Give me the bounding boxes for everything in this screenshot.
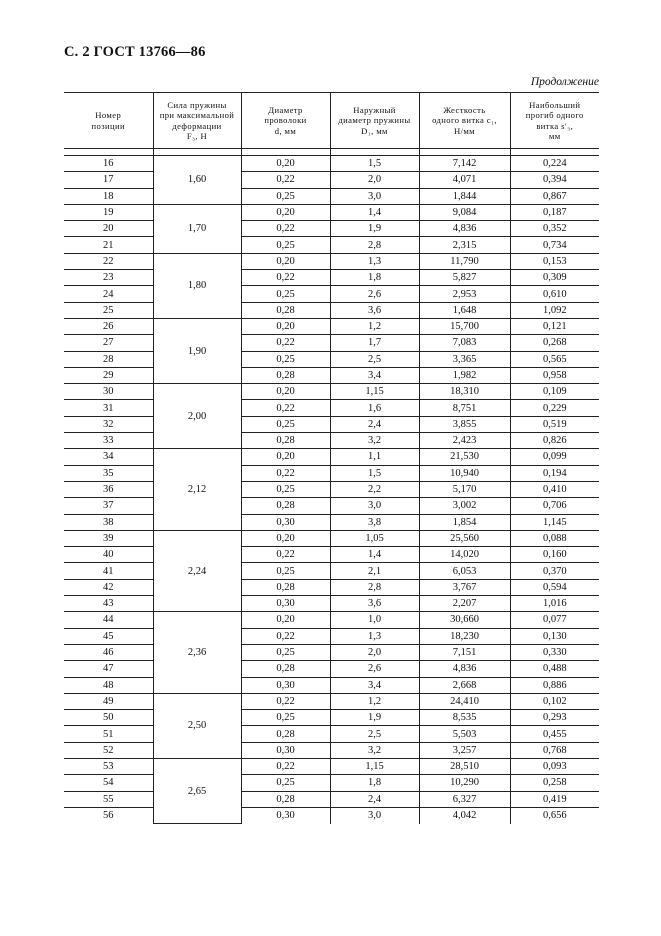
table-row	[64, 367, 599, 383]
wire-diameter-cell: 0,22	[241, 400, 330, 416]
outer-diameter-cell: 3,0	[330, 188, 419, 204]
coil-stiffness-cell: 1,854	[419, 514, 510, 530]
table-row	[64, 579, 599, 595]
header-wire-diameter	[241, 93, 330, 149]
max-deflection-cell: 0,734	[510, 237, 599, 253]
max-deflection-cell: 0,293	[510, 710, 599, 726]
max-deflection-cell: 0,109	[510, 384, 599, 400]
coil-stiffness-cell: 4,071	[419, 172, 510, 188]
table-row	[64, 204, 599, 220]
max-deflection-cell: 0,565	[510, 351, 599, 367]
max-deflection-cell: 0,088	[510, 530, 599, 546]
outer-diameter-cell: 3,0	[330, 498, 419, 514]
spring-force-cell: 1,70	[153, 204, 241, 253]
wire-diameter-cell: 0,25	[241, 644, 330, 660]
spacer-cell	[241, 149, 330, 156]
coil-stiffness-cell: 3,002	[419, 498, 510, 514]
spring-force-cell: 2,00	[153, 384, 241, 449]
wire-diameter-cell: 0,20	[241, 612, 330, 628]
max-deflection-cell: 0,153	[510, 253, 599, 269]
header-line: позиции	[91, 120, 125, 131]
table-row	[64, 384, 599, 400]
outer-diameter-cell: 2,6	[330, 286, 419, 302]
outer-diameter-cell: 1,05	[330, 530, 419, 546]
outer-diameter-cell: 1,8	[330, 270, 419, 286]
table-row	[64, 449, 599, 465]
spring-force-cell: 1,80	[153, 253, 241, 318]
max-deflection-cell: 0,455	[510, 726, 599, 742]
outer-diameter-cell: 2,5	[330, 351, 419, 367]
header-spacer-row	[64, 149, 599, 156]
max-deflection-cell: 0,229	[510, 400, 599, 416]
table-row	[64, 188, 599, 204]
max-deflection-cell: 0,093	[510, 758, 599, 774]
wire-diameter-cell: 0,22	[241, 172, 330, 188]
wire-diameter-cell: 0,25	[241, 188, 330, 204]
header-line: проволоки	[264, 115, 307, 126]
wire-diameter-cell: 0,28	[241, 726, 330, 742]
spring-parameters-table	[64, 92, 599, 824]
header-line: деформации	[172, 120, 222, 131]
position-number-cell: 44	[64, 612, 153, 628]
table-row	[64, 286, 599, 302]
header-spring-force	[153, 93, 241, 149]
outer-diameter-cell: 2,4	[330, 416, 419, 432]
header-line: Наибольший	[529, 99, 581, 110]
coil-stiffness-cell: 2,315	[419, 237, 510, 253]
outer-diameter-cell: 1,5	[330, 156, 419, 172]
coil-stiffness-cell: 5,503	[419, 726, 510, 742]
outer-diameter-cell: 1,2	[330, 318, 419, 334]
coil-stiffness-cell: 2,423	[419, 433, 510, 449]
wire-diameter-cell: 0,30	[241, 514, 330, 530]
table-row	[64, 807, 599, 823]
outer-diameter-cell: 3,6	[330, 302, 419, 318]
max-deflection-cell: 0,077	[510, 612, 599, 628]
outer-diameter-cell: 2,8	[330, 237, 419, 253]
max-deflection-cell: 0,187	[510, 204, 599, 220]
table-row	[64, 270, 599, 286]
max-deflection-cell: 0,488	[510, 661, 599, 677]
max-deflection-cell: 0,867	[510, 188, 599, 204]
table-row	[64, 433, 599, 449]
coil-stiffness-cell: 9,084	[419, 204, 510, 220]
outer-diameter-cell: 1,1	[330, 449, 419, 465]
coil-stiffness-cell: 30,660	[419, 612, 510, 628]
max-deflection-cell: 0,352	[510, 221, 599, 237]
position-number-cell: 27	[64, 335, 153, 351]
header-line: Сила пружины	[167, 99, 227, 110]
position-number-cell: 33	[64, 433, 153, 449]
coil-stiffness-cell: 18,230	[419, 628, 510, 644]
wire-diameter-cell: 0,25	[241, 286, 330, 302]
max-deflection-cell: 0,706	[510, 498, 599, 514]
table-row	[64, 547, 599, 563]
coil-stiffness-cell: 18,310	[419, 384, 510, 400]
max-deflection-cell: 0,826	[510, 433, 599, 449]
outer-diameter-cell: 1,5	[330, 465, 419, 481]
position-number-cell: 51	[64, 726, 153, 742]
coil-stiffness-cell: 2,207	[419, 596, 510, 612]
position-number-cell: 48	[64, 677, 153, 693]
table-row	[64, 465, 599, 481]
position-number-cell: 56	[64, 807, 153, 823]
coil-stiffness-cell: 28,510	[419, 758, 510, 774]
coil-stiffness-cell: 11,790	[419, 253, 510, 269]
wire-diameter-cell: 0,28	[241, 498, 330, 514]
outer-diameter-cell: 2,8	[330, 579, 419, 595]
wire-diameter-cell: 0,30	[241, 596, 330, 612]
table-row	[64, 563, 599, 579]
table-row	[64, 661, 599, 677]
table-row	[64, 596, 599, 612]
position-number-cell: 21	[64, 237, 153, 253]
max-deflection-cell: 0,958	[510, 367, 599, 383]
position-number-cell: 54	[64, 775, 153, 791]
outer-diameter-cell: 3,8	[330, 514, 419, 530]
max-deflection-cell: 0,099	[510, 449, 599, 465]
coil-stiffness-cell: 25,560	[419, 530, 510, 546]
outer-diameter-cell: 1,15	[330, 758, 419, 774]
position-number-cell: 18	[64, 188, 153, 204]
coil-stiffness-cell: 5,827	[419, 270, 510, 286]
table-row	[64, 514, 599, 530]
outer-diameter-cell: 1,2	[330, 693, 419, 709]
max-deflection-cell: 1,145	[510, 514, 599, 530]
max-deflection-cell: 0,130	[510, 628, 599, 644]
coil-stiffness-cell: 6,327	[419, 791, 510, 807]
max-deflection-cell: 0,330	[510, 644, 599, 660]
table-row	[64, 253, 599, 269]
position-number-cell: 49	[64, 693, 153, 709]
outer-diameter-cell: 1,4	[330, 204, 419, 220]
spring-force-cell: 1,90	[153, 318, 241, 383]
position-number-cell: 19	[64, 204, 153, 220]
max-deflection-cell: 0,194	[510, 465, 599, 481]
position-number-cell: 16	[64, 156, 153, 172]
outer-diameter-cell: 1,4	[330, 547, 419, 563]
position-number-cell: 43	[64, 596, 153, 612]
table-row	[64, 498, 599, 514]
wire-diameter-cell: 0,28	[241, 579, 330, 595]
outer-diameter-cell: 2,0	[330, 644, 419, 660]
spring-force-cell: 2,24	[153, 530, 241, 611]
wire-diameter-cell: 0,28	[241, 791, 330, 807]
max-deflection-cell: 1,016	[510, 596, 599, 612]
header-line: витка s′₃,	[536, 120, 574, 131]
outer-diameter-cell: 1,7	[330, 335, 419, 351]
spacer-cell	[330, 149, 419, 156]
position-number-cell: 41	[64, 563, 153, 579]
header-line: при максимальной	[159, 110, 235, 120]
wire-diameter-cell: 0,25	[241, 710, 330, 726]
wire-diameter-cell: 0,25	[241, 416, 330, 432]
max-deflection-cell: 0,268	[510, 335, 599, 351]
outer-diameter-cell: 3,0	[330, 807, 419, 823]
wire-diameter-cell: 0,20	[241, 318, 330, 334]
header-line: прогиб одного	[525, 110, 584, 120]
spring-force-cell: 2,65	[153, 758, 241, 823]
coil-stiffness-cell: 10,290	[419, 775, 510, 791]
table-row	[64, 302, 599, 318]
header-line: Н/мм	[453, 125, 476, 136]
max-deflection-cell: 0,370	[510, 563, 599, 579]
wire-diameter-cell: 0,20	[241, 449, 330, 465]
coil-stiffness-cell: 10,940	[419, 465, 510, 481]
position-number-cell: 35	[64, 465, 153, 481]
table-row	[64, 628, 599, 644]
max-deflection-cell: 0,768	[510, 742, 599, 758]
coil-stiffness-cell: 7,142	[419, 156, 510, 172]
position-number-cell: 36	[64, 481, 153, 497]
position-number-cell: 24	[64, 286, 153, 302]
max-deflection-cell: 0,394	[510, 172, 599, 188]
position-number-cell: 42	[64, 579, 153, 595]
position-number-cell: 30	[64, 384, 153, 400]
position-number-cell: 55	[64, 791, 153, 807]
max-deflection-cell: 0,886	[510, 677, 599, 693]
table-row	[64, 693, 599, 709]
coil-stiffness-cell: 1,844	[419, 188, 510, 204]
wire-diameter-cell: 0,20	[241, 530, 330, 546]
header-line: диаметр пружины	[338, 115, 411, 126]
spring-force-cell: 2,36	[153, 612, 241, 693]
wire-diameter-cell: 0,20	[241, 156, 330, 172]
position-number-cell: 40	[64, 547, 153, 563]
wire-diameter-cell: 0,25	[241, 237, 330, 253]
coil-stiffness-cell: 15,700	[419, 318, 510, 334]
outer-diameter-cell: 3,4	[330, 677, 419, 693]
wire-diameter-cell: 0,20	[241, 384, 330, 400]
coil-stiffness-cell: 7,151	[419, 644, 510, 660]
max-deflection-cell: 0,594	[510, 579, 599, 595]
position-number-cell: 45	[64, 628, 153, 644]
coil-stiffness-cell: 3,855	[419, 416, 510, 432]
coil-stiffness-cell: 3,257	[419, 742, 510, 758]
table-row	[64, 416, 599, 432]
header-position-number	[64, 93, 153, 149]
max-deflection-cell: 0,656	[510, 807, 599, 823]
outer-diameter-cell: 2,5	[330, 726, 419, 742]
wire-diameter-cell: 0,20	[241, 204, 330, 220]
outer-diameter-cell: 1,0	[330, 612, 419, 628]
header-line: мм	[548, 131, 561, 141]
position-number-cell: 32	[64, 416, 153, 432]
coil-stiffness-cell: 1,982	[419, 367, 510, 383]
spacer-cell	[419, 149, 510, 156]
max-deflection-cell: 0,160	[510, 547, 599, 563]
outer-diameter-cell: 2,6	[330, 661, 419, 677]
spring-force-cell: 2,50	[153, 693, 241, 758]
table-row	[64, 791, 599, 807]
coil-stiffness-cell: 4,836	[419, 221, 510, 237]
table-row	[64, 710, 599, 726]
outer-diameter-cell: 3,2	[330, 742, 419, 758]
wire-diameter-cell: 0,22	[241, 221, 330, 237]
coil-stiffness-cell: 24,410	[419, 693, 510, 709]
spring-force-cell: 2,12	[153, 449, 241, 530]
wire-diameter-cell: 0,22	[241, 758, 330, 774]
table-row	[64, 775, 599, 791]
table-row	[64, 644, 599, 660]
position-number-cell: 22	[64, 253, 153, 269]
table-body	[64, 149, 599, 824]
position-number-cell: 53	[64, 758, 153, 774]
table-row	[64, 481, 599, 497]
position-number-cell: 47	[64, 661, 153, 677]
position-number-cell: 26	[64, 318, 153, 334]
coil-stiffness-cell: 21,530	[419, 449, 510, 465]
wire-diameter-cell: 0,28	[241, 661, 330, 677]
position-number-cell: 25	[64, 302, 153, 318]
coil-stiffness-cell: 1,648	[419, 302, 510, 318]
coil-stiffness-cell: 14,020	[419, 547, 510, 563]
coil-stiffness-cell: 8,751	[419, 400, 510, 416]
position-number-cell: 29	[64, 367, 153, 383]
outer-diameter-cell: 3,2	[330, 433, 419, 449]
max-deflection-cell: 0,610	[510, 286, 599, 302]
header-outer-diameter	[330, 93, 419, 149]
coil-stiffness-cell: 6,053	[419, 563, 510, 579]
max-deflection-cell: 1,092	[510, 302, 599, 318]
header-line: Диаметр	[268, 104, 303, 115]
outer-diameter-cell: 1,6	[330, 400, 419, 416]
outer-diameter-cell: 3,4	[330, 367, 419, 383]
outer-diameter-cell: 2,0	[330, 172, 419, 188]
wire-diameter-cell: 0,22	[241, 465, 330, 481]
table-row	[64, 335, 599, 351]
table-row	[64, 351, 599, 367]
position-number-cell: 52	[64, 742, 153, 758]
wire-diameter-cell: 0,28	[241, 367, 330, 383]
header-coil-stiffness	[419, 93, 510, 149]
coil-stiffness-cell: 2,668	[419, 677, 510, 693]
max-deflection-cell: 0,102	[510, 693, 599, 709]
outer-diameter-cell: 1,9	[330, 221, 419, 237]
position-number-cell: 37	[64, 498, 153, 514]
header-line: Номер	[95, 110, 122, 120]
coil-stiffness-cell: 8,535	[419, 710, 510, 726]
coil-stiffness-cell: 3,365	[419, 351, 510, 367]
spacer-cell	[153, 149, 241, 156]
wire-diameter-cell: 0,25	[241, 563, 330, 579]
table-row	[64, 172, 599, 188]
coil-stiffness-cell: 4,836	[419, 661, 510, 677]
table-row	[64, 677, 599, 693]
position-number-cell: 17	[64, 172, 153, 188]
max-deflection-cell: 0,309	[510, 270, 599, 286]
wire-diameter-cell: 0,30	[241, 807, 330, 823]
position-number-cell: 31	[64, 400, 153, 416]
table-row	[64, 530, 599, 546]
wire-diameter-cell: 0,25	[241, 351, 330, 367]
header-line: F₃, Н	[186, 131, 208, 141]
header-line: одного витка c₁,	[432, 115, 497, 126]
outer-diameter-cell: 2,2	[330, 481, 419, 497]
wire-diameter-cell: 0,30	[241, 677, 330, 693]
spacer-cell	[64, 149, 153, 156]
coil-stiffness-cell: 5,170	[419, 481, 510, 497]
continuation-label: Продолжение	[530, 76, 599, 88]
position-number-cell: 39	[64, 530, 153, 546]
wire-diameter-cell: 0,28	[241, 433, 330, 449]
table-row	[64, 726, 599, 742]
max-deflection-cell: 0,258	[510, 775, 599, 791]
table-row	[64, 318, 599, 334]
header-line: D₁, мм	[361, 125, 388, 136]
table-row	[64, 221, 599, 237]
table-header	[64, 93, 599, 149]
coil-stiffness-cell: 4,042	[419, 807, 510, 823]
max-deflection-cell: 0,224	[510, 156, 599, 172]
table-row	[64, 156, 599, 172]
coil-stiffness-cell: 2,953	[419, 286, 510, 302]
header-line: d, мм	[274, 125, 297, 136]
wire-diameter-cell: 0,20	[241, 253, 330, 269]
max-deflection-cell: 0,410	[510, 481, 599, 497]
outer-diameter-cell: 1,9	[330, 710, 419, 726]
wire-diameter-cell: 0,28	[241, 302, 330, 318]
coil-stiffness-cell: 3,767	[419, 579, 510, 595]
max-deflection-cell: 0,121	[510, 318, 599, 334]
outer-diameter-cell: 3,6	[330, 596, 419, 612]
spring-force-cell: 1,60	[153, 156, 241, 205]
position-number-cell: 38	[64, 514, 153, 530]
outer-diameter-cell: 1,8	[330, 775, 419, 791]
table-row	[64, 612, 599, 628]
position-number-cell: 34	[64, 449, 153, 465]
wire-diameter-cell: 0,22	[241, 547, 330, 563]
wire-diameter-cell: 0,22	[241, 270, 330, 286]
position-number-cell: 23	[64, 270, 153, 286]
header-line: Наружный	[353, 104, 396, 115]
outer-diameter-cell: 1,3	[330, 628, 419, 644]
spacer-cell	[510, 149, 599, 156]
wire-diameter-cell: 0,30	[241, 742, 330, 758]
max-deflection-cell: 0,519	[510, 416, 599, 432]
header-max-deflection	[510, 93, 599, 149]
coil-stiffness-cell: 7,083	[419, 335, 510, 351]
table-row	[64, 400, 599, 416]
outer-diameter-cell: 2,1	[330, 563, 419, 579]
page-title: С. 2 ГОСТ 13766—86	[64, 44, 206, 60]
wire-diameter-cell: 0,22	[241, 628, 330, 644]
wire-diameter-cell: 0,22	[241, 335, 330, 351]
outer-diameter-cell: 2,4	[330, 791, 419, 807]
wire-diameter-cell: 0,25	[241, 481, 330, 497]
max-deflection-cell: 0,419	[510, 791, 599, 807]
table-row	[64, 742, 599, 758]
wire-diameter-cell: 0,22	[241, 693, 330, 709]
header-line: Жесткость	[443, 104, 486, 115]
table-row	[64, 758, 599, 774]
outer-diameter-cell: 1,3	[330, 253, 419, 269]
position-number-cell: 50	[64, 710, 153, 726]
outer-diameter-cell: 1,15	[330, 384, 419, 400]
position-number-cell: 28	[64, 351, 153, 367]
wire-diameter-cell: 0,25	[241, 775, 330, 791]
table-row	[64, 237, 599, 253]
position-number-cell: 20	[64, 221, 153, 237]
position-number-cell: 46	[64, 644, 153, 660]
